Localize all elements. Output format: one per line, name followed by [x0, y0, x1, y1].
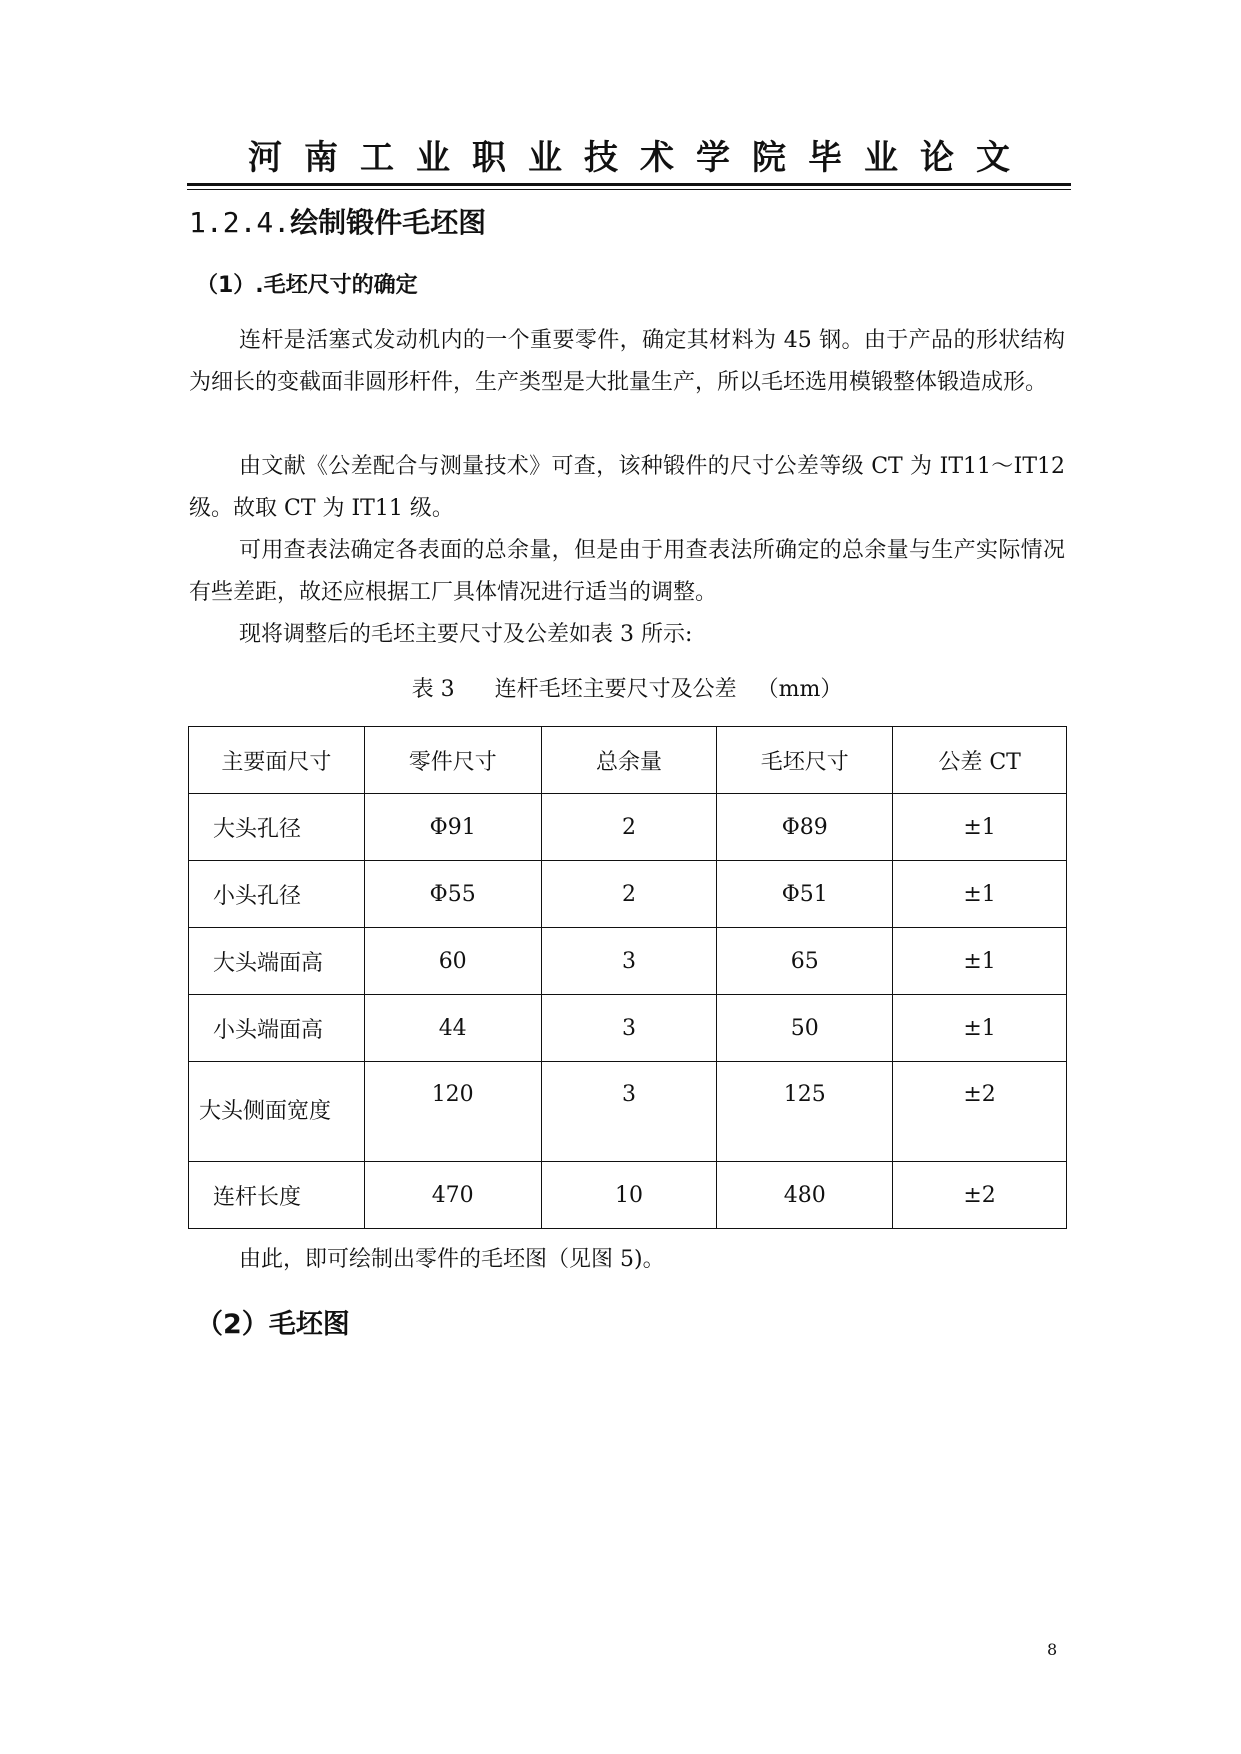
table-row [189, 995, 1067, 1062]
paragraph-3: 可用查表法确定各表面的总余量，但是由于用查表法所确定的总余量与生产实际情况有些差距，故还应根据工厂具体情况进行适当的调整。 [189, 538, 1065, 605]
table-cell: 50 [717, 995, 893, 1062]
dimension-table [188, 726, 1067, 1229]
table-cell: ±1 [893, 794, 1067, 861]
section-heading [189, 203, 486, 243]
table-cell: 470 [364, 1162, 541, 1229]
table-cell: 连杆长度 [189, 1162, 365, 1229]
table-cell: Φ51 [717, 861, 893, 928]
header-rule-thick [187, 183, 1071, 186]
table-cell: 3 [541, 995, 717, 1062]
table-row [189, 928, 1067, 995]
table-cell: 大头侧面宽度 [189, 1062, 365, 1162]
table-cell: 44 [364, 995, 541, 1062]
table-cell: 65 [717, 928, 893, 995]
table-row [189, 861, 1067, 928]
table-cell: 3 [541, 1062, 717, 1162]
table-header-cell: 毛坯尺寸 [717, 727, 893, 794]
table-cell: 大头端面高 [189, 928, 365, 995]
page-number: 8 [1047, 1640, 1058, 1659]
table-cell: 125 [717, 1062, 893, 1162]
paragraph-2: 由文献《公差配合与测量技术》可查，该种锻件的尺寸公差等级 CT 为 IT11～IT12 级。故取 CT 为 IT11 级。 [189, 454, 1065, 521]
table-cell: Φ55 [364, 861, 541, 928]
paragraph-1: 连杆是活塞式发动机内的一个重要零件，确定其材料为 45 钢。由于产品的形状结构为细长的变截面非圆形杆件，生产类型是大批量生产，所以毛坯选用模锻整体锻造成形。 [189, 328, 1065, 395]
table-cell: 小头端面高 [189, 995, 365, 1062]
table-cell: 60 [364, 928, 541, 995]
paragraph-4: 现将调整后的毛坯主要尺寸及公差如表 3 所示: [239, 622, 693, 647]
table-cell: Φ89 [717, 794, 893, 861]
section-number: 1.2.4. [189, 206, 291, 239]
subsection-heading-2: （2）毛坯图 [196, 1309, 350, 1340]
table-cell: 2 [541, 794, 717, 861]
table-cell: ±2 [893, 1162, 1067, 1229]
table-caption-number: 表 3 [411, 677, 455, 702]
paragraph-5: 由此，即可绘制出零件的毛坯图（见图 5)。 [239, 1247, 665, 1272]
table-cell: ±1 [893, 928, 1067, 995]
subsection-heading-1: （1）.毛坯尺寸的确定 [196, 273, 418, 298]
table-cell: 小头孔径 [189, 861, 365, 928]
table-caption-title: 连杆毛坯主要尺寸及公差 [494, 677, 737, 702]
table-row [189, 1162, 1067, 1229]
table-cell: 3 [541, 928, 717, 995]
table-caption-unit: （mm） [756, 677, 843, 702]
table-header-cell: 公差 CT [893, 727, 1067, 794]
table-row [189, 794, 1067, 861]
table-row [189, 1062, 1067, 1162]
table-cell: 大头孔径 [189, 794, 365, 861]
table-cell: 10 [541, 1162, 717, 1229]
table-cell: Φ91 [364, 794, 541, 861]
table-cell: ±1 [893, 861, 1067, 928]
table-cell: ±2 [893, 1062, 1067, 1162]
table-header-cell: 零件尺寸 [364, 727, 541, 794]
section-title: 绘制锻件毛坯图 [290, 206, 487, 239]
table-header-cell: 总余量 [541, 727, 717, 794]
table-cell: 480 [717, 1162, 893, 1229]
table-header-row [189, 727, 1067, 794]
table-cell: 120 [364, 1062, 541, 1162]
table-caption [189, 672, 1065, 708]
page-header-title: 河南工业职业技术学院毕业论文 [248, 138, 1032, 178]
table-header-cell: 主要面尺寸 [189, 727, 365, 794]
table-cell: 2 [541, 861, 717, 928]
header-rule-thin [187, 189, 1071, 190]
table-cell: ±1 [893, 995, 1067, 1062]
